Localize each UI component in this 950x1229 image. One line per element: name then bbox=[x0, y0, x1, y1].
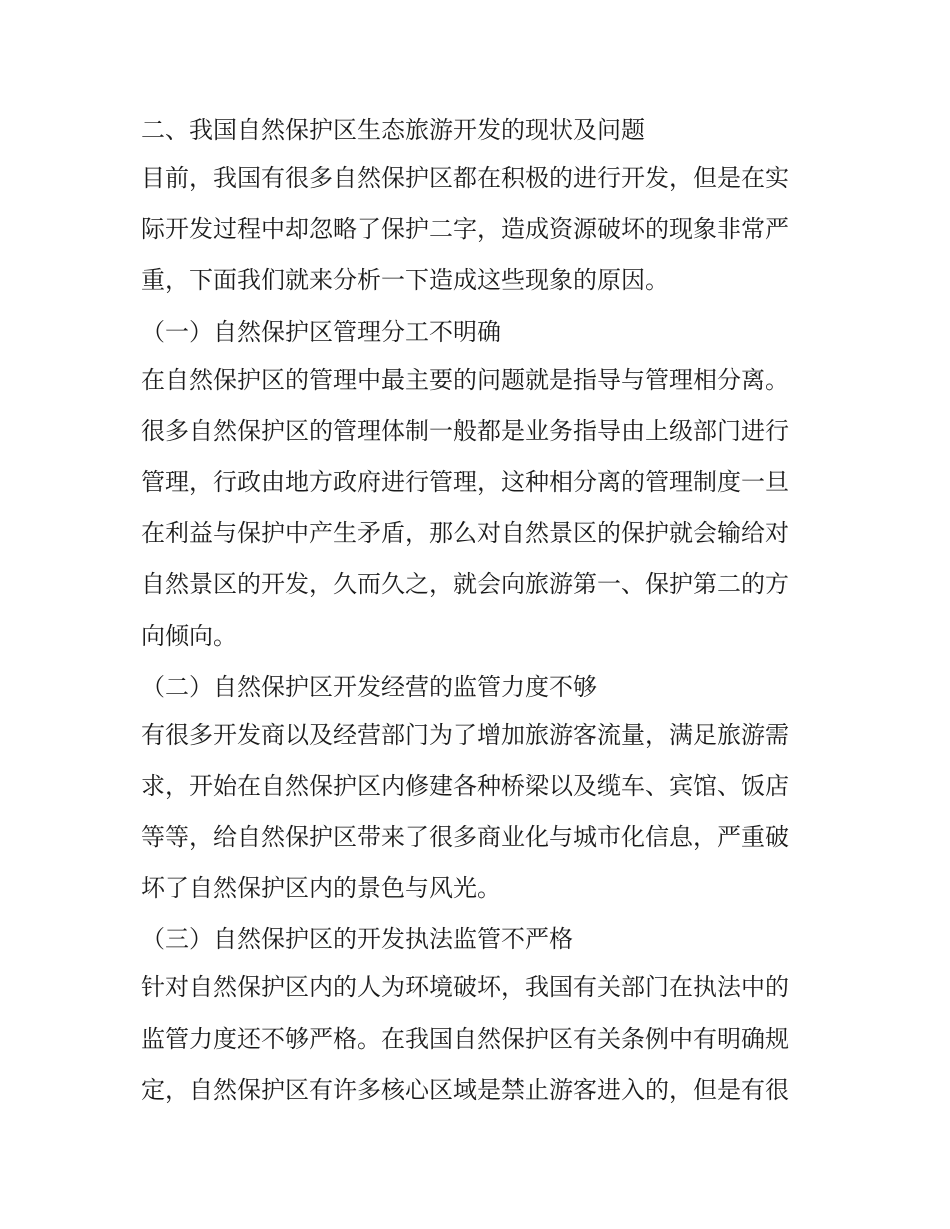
paragraph-line: 重，下面我们就来分析一下造成这些现象的原因。 bbox=[141, 266, 669, 295]
subsection-heading: （三）自然保护区的开发执法监管不严格 bbox=[141, 925, 573, 954]
paragraph-line: 在自然保护区的管理中最主要的问题就是指导与管理相分离。 bbox=[141, 365, 789, 394]
paragraph-line: 自然景区的开发，久而久之，就会向旅游第一、保护第二的方 bbox=[141, 570, 789, 599]
paragraph-line: 针对自然保护区内的人为环境破坏，我国有关部门在执法中的 bbox=[141, 973, 789, 1002]
paragraph-line: 求，开始在自然保护区内修建各种桥梁以及缆车、宾馆、饭店 bbox=[141, 771, 789, 800]
paragraph-line: 有很多开发商以及经营部门为了增加旅游客流量，满足旅游需 bbox=[141, 720, 789, 749]
paragraph-line: 监管力度还不够严格。在我国自然保护区有关条例中有明确规 bbox=[141, 1024, 789, 1053]
paragraph-line: 坏了自然保护区内的景色与风光。 bbox=[141, 874, 501, 903]
paragraph-line: 在利益与保护中产生矛盾，那么对自然景区的保护就会输给对 bbox=[141, 519, 789, 548]
subsection-heading: （一）自然保护区管理分工不明确 bbox=[141, 317, 501, 346]
paragraph-line: 际开发过程中却忽略了保护二字，造成资源破坏的现象非常严 bbox=[141, 215, 789, 244]
paragraph-line: 向倾向。 bbox=[141, 621, 237, 650]
document-body bbox=[141, 110, 821, 1121]
section-heading: 二、我国自然保护区生态旅游开发的现状及问题 bbox=[141, 116, 645, 144]
paragraph-line: 目前，我国有很多自然保护区都在积极的进行开发，但是在实 bbox=[141, 164, 789, 192]
paragraph-line: 很多自然保护区的管理体制一般都是业务指导由上级部门进行 bbox=[141, 416, 789, 445]
paragraph-line: 管理，行政由地方政府进行管理，这种相分离的管理制度一旦 bbox=[141, 467, 789, 496]
subsection-heading: （二）自然保护区开发经营的监管力度不够 bbox=[141, 672, 597, 701]
paragraph-line: 定，自然保护区有许多核心区域是禁止游客进入的，但是有很 bbox=[141, 1075, 789, 1104]
paragraph-line: 等等，给自然保护区带来了很多商业化与城市化信息，严重破 bbox=[141, 823, 789, 852]
